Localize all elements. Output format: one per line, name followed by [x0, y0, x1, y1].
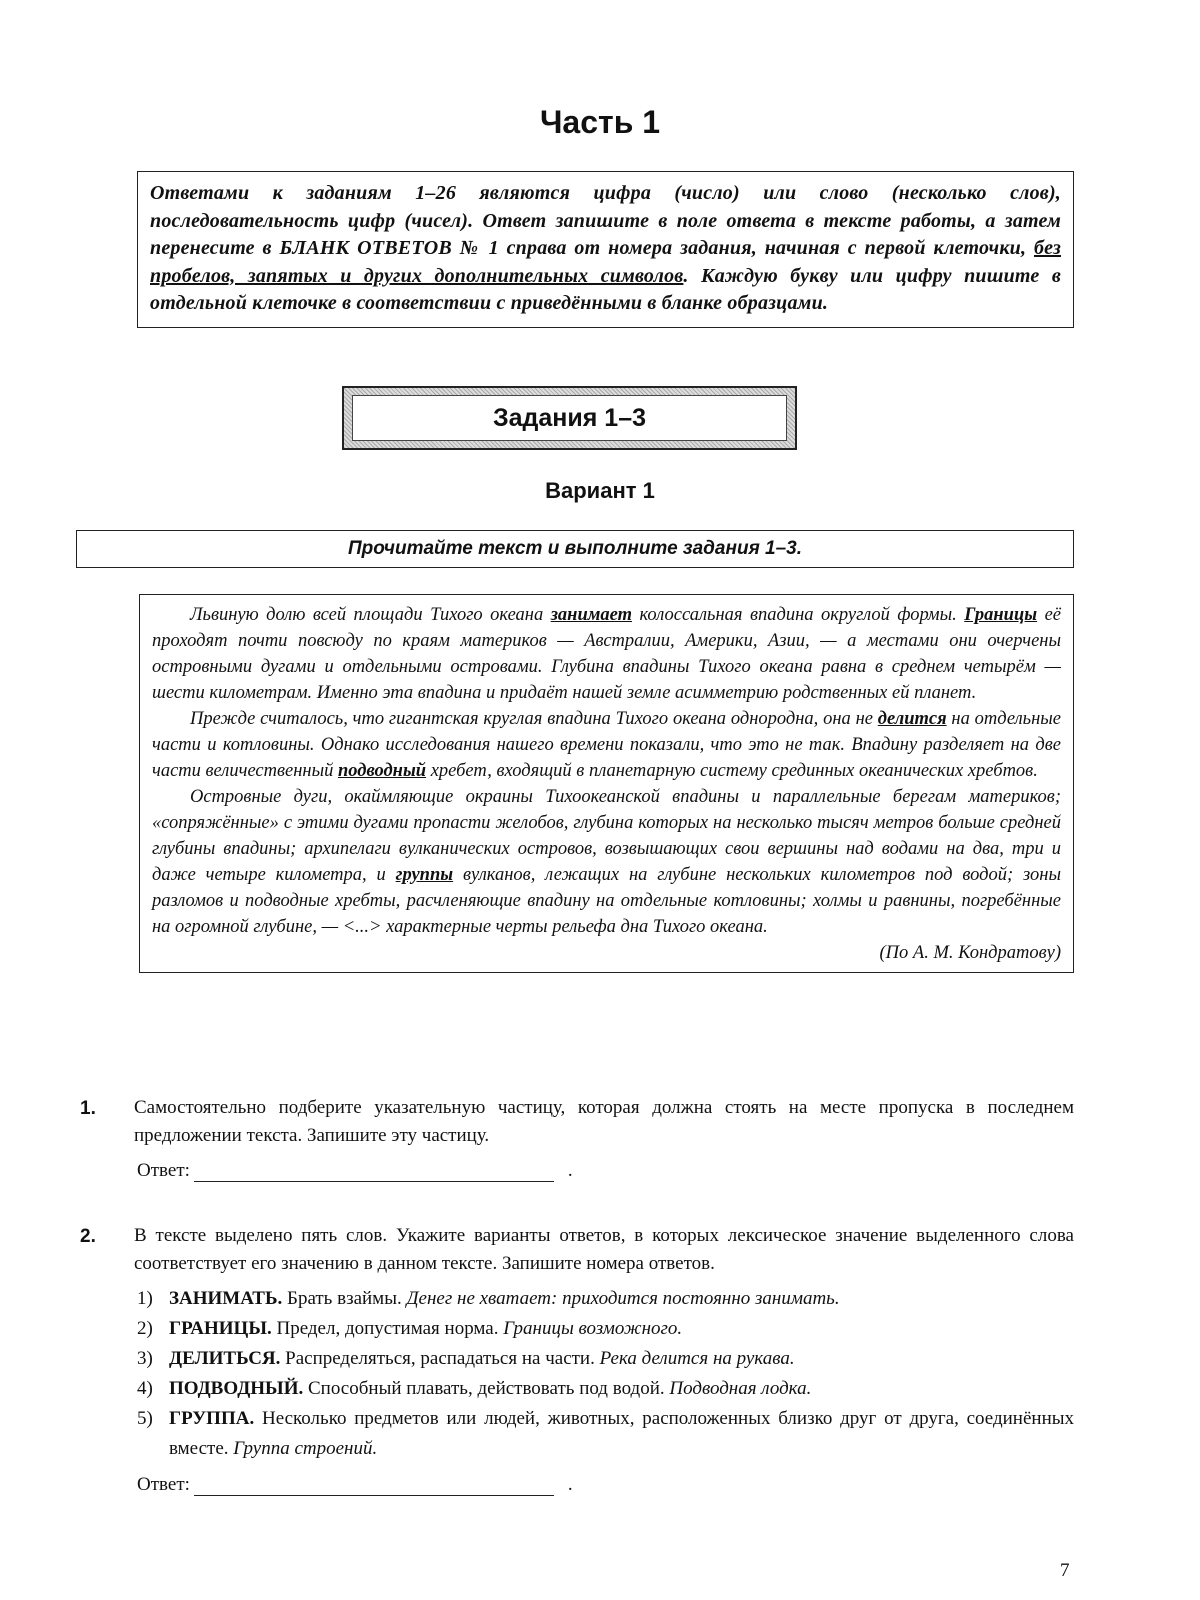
- option-definition: Несколько предметов или людей, животных, расположенных близко друг от друга, соединённых вместе.: [169, 1408, 1074, 1459]
- answer-line[interactable]: [194, 1161, 554, 1182]
- text-fragment: колоссальная впадина округлой формы.: [632, 605, 965, 625]
- option-example: Река делится на рукава.: [599, 1348, 795, 1369]
- answer-dot: .: [567, 1160, 573, 1181]
- option-text: [169, 1284, 1074, 1314]
- option-text: [169, 1314, 1074, 1344]
- task-1-answer: [137, 1160, 573, 1182]
- option-example: Границы возможного.: [503, 1318, 683, 1339]
- option-word: ПОДВОДНЫЙ.: [169, 1378, 304, 1399]
- text-fragment: Львиную долю всей площади Тихого океана: [190, 605, 551, 625]
- option-text: [169, 1374, 1074, 1404]
- option-example: Группа строений.: [233, 1438, 378, 1459]
- option-example: Денег не хватает: приходится постоянно занимать.: [406, 1288, 840, 1309]
- option-definition: Распределяться, распадаться на части.: [280, 1348, 600, 1369]
- highlighted-word: Границы: [964, 605, 1038, 625]
- instructions-text-2: . Каждую букву или цифру пишите в отдельной клеточке в соответствии с приведёнными в бланке образцами.: [150, 264, 1061, 314]
- option-text: [169, 1404, 1074, 1464]
- tasks-banner-title: Задания 1–3: [352, 395, 787, 441]
- highlighted-word: занимает: [550, 605, 633, 625]
- reading-text: [139, 594, 1074, 973]
- option-3: [137, 1344, 1074, 1374]
- option-word: ЗАНИМАТЬ.: [169, 1288, 283, 1309]
- option-2: [137, 1314, 1074, 1344]
- text-fragment: Островные дуги, окаймляющие окраины Тихоокеанской впадины и параллельные берегам материков; «сопряжённые» с этими дугами пропасти желобов, глубина которых на несколько тысяч метров больше средней глубины впадины; архипелаги вулканических островов, возвышающих свои вершины над водами на два, три и даже четыре километра, и: [152, 787, 1061, 885]
- option-example: Подводная лодка.: [669, 1378, 812, 1399]
- task-1-text: Самостоятельно подберите указательную частицу, которая должна стоять на месте пропуска в последнем предложении текста. Запишите эту частицу.: [134, 1097, 1074, 1146]
- option-definition: Предел, допустимая норма.: [271, 1318, 504, 1339]
- text-fragment: Прежде считалось, что гигантская круглая впадина Тихого океана однородна, она не: [190, 709, 878, 729]
- option-text: [169, 1344, 1074, 1374]
- read-instruction: Прочитайте текст и выполните задания 1–3.: [76, 530, 1074, 568]
- option-number: 1): [137, 1288, 153, 1309]
- option-number: 5): [137, 1408, 153, 1429]
- task-2-answer: [137, 1474, 573, 1496]
- task-2-text: В тексте выделено пять слов. Укажите варианты ответов, в которых лексическое значение выделенного слова соответствует его значению в данном тексте. Запишите номера ответов.: [134, 1225, 1074, 1274]
- option-word: ГРАНИЦЫ.: [169, 1318, 272, 1339]
- instructions-text-1: Ответами к заданиям 1–26 являются цифра (число) или слово (несколько слов), последовательность цифр (чисел). Ответ запишите в поле ответа в тексте работы, а затем перенесите в БЛАНК ОТВЕТОВ № 1 справа от номера задания, начиная с первой клеточки,: [150, 182, 1061, 259]
- instructions-box: [137, 171, 1074, 328]
- text-paragraph-2: [152, 706, 1061, 784]
- tasks-banner: [342, 386, 797, 450]
- text-fragment: вулканов, лежащих на глубине нескольких километров под водой; зоны разломов и подводные хребты, расчленяющие впадину на отдельные котловины; холмы и равнины, погребённые на огромной глубине, — <...> характерные черты рельефа дна Тихого океана.: [152, 865, 1061, 937]
- text-fragment: её проходят почти повсюду по краям материков — Австралии, Америки, Азии, — а местами они очерчены островными дугами и отдельными островами. Глубина впадины Тихого океана равна в среднем четырём — шести километрам. Именно эта впадина и придаёт нашей земле асимметрию родственных ей планет.: [152, 605, 1061, 703]
- option-1: [137, 1284, 1074, 1314]
- part-title: Часть 1: [539, 104, 661, 140]
- variant-title: Вариант 1: [545, 478, 655, 503]
- text-paragraph-1: [152, 602, 1061, 706]
- option-number: 3): [137, 1348, 153, 1369]
- text-author: (По А. М. Кондратову): [879, 943, 1061, 963]
- option-5: [137, 1404, 1074, 1464]
- option-number: 4): [137, 1378, 153, 1399]
- highlighted-word: делится: [877, 709, 947, 729]
- highlighted-word: группы: [395, 865, 454, 885]
- task-2-number: 2.: [80, 1226, 96, 1247]
- option-4: [137, 1374, 1074, 1404]
- option-number: 2): [137, 1318, 153, 1339]
- instructions-underlined: без пробелов, запятых и других дополнительных символов: [150, 237, 1061, 287]
- highlighted-word: подводный: [338, 761, 427, 781]
- text-paragraph-3: [152, 784, 1061, 940]
- page-number: 7: [1060, 1560, 1070, 1581]
- option-definition: Брать взаймы.: [282, 1288, 407, 1309]
- option-word: ДЕЛИТЬСЯ.: [169, 1348, 281, 1369]
- option-word: ГРУППА.: [169, 1408, 255, 1429]
- task-1-number: 1.: [80, 1098, 96, 1119]
- text-fragment: хребет, входящий в планетарную систему срединных океанических хребтов.: [426, 761, 1038, 781]
- answer-line[interactable]: [194, 1475, 554, 1496]
- answer-label: Ответ:: [137, 1160, 190, 1181]
- answer-dot: .: [567, 1474, 573, 1495]
- task-2-options: [137, 1284, 1074, 1464]
- option-definition: Способный плавать, действовать под водой.: [303, 1378, 670, 1399]
- text-fragment: на отдельные части и котловины. Однако исследования нашего времени показали, что это не так. Впадину разделяет на две части величественный: [152, 709, 1062, 781]
- answer-label: Ответ:: [137, 1474, 190, 1495]
